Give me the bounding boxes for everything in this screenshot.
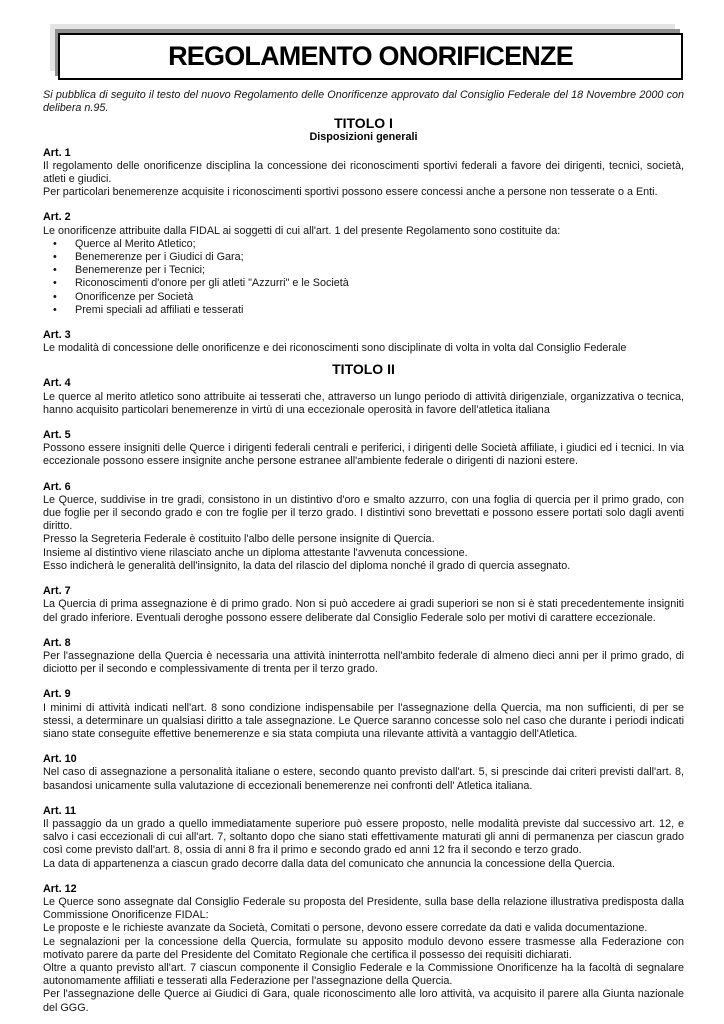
bullet-text: Onorificenze per Società [75,290,194,303]
articles [43,147,684,356]
section-heading: TITOLO I [334,115,393,132]
article-label: Art. 4 [43,377,71,390]
article-label: Art. 9 [43,688,71,701]
bullet-list [43,238,684,317]
article-label: Art. 10 [43,753,77,766]
section [43,115,684,355]
article-paragraph: Le segnalazioni per la concessione della Quercia, formulate su apposito modulo devono essere trasmesse alla Federazione con motivato parere da parte del Presidente del Comitato Regionale che certifica il possesso dei requisiti dichiarati. [43,935,684,961]
bullet-text: Premi speciali ad affiliati e tesserati [75,303,244,316]
bullet-dot-icon: • [53,277,57,290]
article-paragraph: Per l'assegnazione delle Querce ai Giudici di Gara, quale riconoscimento alle loro attività, va acquisito il parere alla Giunta nazionale del GGG. [43,988,684,1014]
article-label: Art. 12 [43,882,77,895]
bullet-text: Benemerenze per i Giudici di Gara; [75,251,244,264]
bullet-item [43,291,684,304]
article-paragraph: Per particolari benemerenze acquisite i riconoscimenti sportivi possono essere concessi anche a persone non tesserate o a Enti. [43,186,658,199]
article-label: Art. 8 [43,636,71,649]
article-paragraph: Insieme al distintivo viene rilasciato anche un diploma attestante l'avvenuta concessione. [43,546,468,559]
article-label: Art. 6 [43,480,71,493]
article-paragraph: Le querce al merito atletico sono attribuite ai tesserati che, attraverso un lungo periodo di attività dirigenziale, organizzativa o tecnica, hanno acquisito particolari benemerenze in virtù di una eccezionale operosità in favore dell'atletica italiana [43,390,684,416]
article-paragraph: I minimi di attività indicati nell'art. 8 sono condizione indispensabile per l'assegnazione della Quercia, ma non sufficienti, di per se stessi, a determinare un qualsiasi diritto a tale assegnazione. Le Querce saranno concesse solo nel caso che durante i periodi indicati siano state conseguite effettive benemerenze e sia stata compiuta una rilevante attività a vantaggio dell'Atletica. [43,701,684,740]
bullet-text: Benemerenze per i Tecnici; [75,264,206,277]
article-paragraph: Le onorificenze attribuite dalla FIDAL ai soggetti di cui all'art. 1 del presente Regolamento sono costituite da: [43,224,561,237]
bullet-text: Querce al Merito Atletico; [75,237,196,250]
article [43,883,684,1015]
article [43,805,684,871]
article-paragraph: Per l'assegnazione della Quercia è necessaria una attività ininterrotta nell'ambito federale di almeno dieci anni per il primo grado, di diciotto per il secondo e complessivamente di trenta per il terzo grado. [43,649,684,676]
bullet-dot-icon: • [53,264,57,277]
article-paragraph: Le proposte e le richieste avanzate da Società, Comitati o persone, devono essere corredate da dati e valida documentazione. [43,922,648,935]
articles [43,377,684,1014]
article-paragraph: Nel caso di assegnazione a personalità italiane o estere, secondo quanto previsto dall'art. 5, si prescinde dai criteri previsti dall'art. 8, basandosi unicamente sulla valutazione di eccezionali benemerenze nei confronti dell' Atletica italiana. [43,766,684,792]
bullet-dot-icon: • [53,237,57,250]
article-label: Art. 3 [43,329,71,342]
article-paragraph: Il passaggio da un grado a quello immediatamente superiore può essere proposto, nelle modalità previste dal successivo art. 12, e salvo i casi eccezionali di cui all'art. 7, soltanto dopo che siano stati effettivamente maturati gli anni di permanenza per ciascun grado così come previsto dall'art. 8, ossia di anni 8 fra il primo e secondo grado ed anni 12 fra il secondo e terzo grado. [43,817,684,857]
article-paragraph: Le Querce, suddivise in tre gradi, consistono in un distintivo d'oro e smalto azzurro, con una foglia di quercia per il primo grado, con due foglie per il secondo grado e con tre foglie per il terzo grado. I distintivi sono brevettati e possono essere portati solo dagli aventi diritto. [43,493,684,533]
article-paragraph: La Quercia di prima assegnazione è di primo grado. Non si può accedere ai gradi superiori se non si è stati precedentemente insigniti del grado inferiore. Eventuali deroghe possono essere deliberate dal Consiglio Federale solo per motivi di carattere eccezionale. [43,598,684,624]
article [43,688,684,741]
article [43,429,684,469]
sections-container [43,115,684,1014]
article [43,377,684,417]
article-paragraph: Oltre a quanto previsto all'art. 7 ciascun componente il Consiglio Federale e la Commissione Onorificenze ha la facoltà di segnalare autonomamente affiliati e tesserati alla Federazione per l'assegnazione della Quercia. [43,961,684,988]
article-label: Art. 11 [43,804,77,817]
article-paragraph: Le modalità di concessione delle onorificenze e dei riconoscimenti sono disciplinate di volta in volta dal Consiglio Federale [43,342,627,355]
section [43,361,684,1014]
article [43,585,684,625]
article-paragraph: La data di appartenenza a ciascun grado decorre dalla data del comunicato che annuncia la concessione della Quercia. [43,857,616,870]
article-label: Art. 7 [43,585,71,598]
intro-paragraph: Si pubblica di seguito il testo del nuovo Regolamento delle Onorificenze approvato dal Consiglio Federale del 18 Novembre 2000 con delibera n.95. [43,89,684,115]
article-paragraph: Presso la Segreteria Federale è costituito l'albo delle persone insignite di Quercia. [43,533,435,546]
article [43,211,684,317]
article-label: Art. 1 [43,146,71,159]
section-subheading: Disposizioni generali [309,131,418,144]
article-label: Art. 2 [43,211,71,224]
title-box [58,33,683,80]
article-label: Art. 5 [43,429,71,442]
article-paragraph: Esso indicherà le generalità dell'insignito, la data del rilascio del diploma nonché il grado di quercia assegnato. [43,559,571,572]
article [43,147,684,200]
bullet-dot-icon: • [53,303,57,316]
bullet-dot-icon: • [53,290,57,303]
bullet-item [43,304,684,317]
bullet-item [43,251,684,264]
bullet-item [43,264,684,277]
page-title: REGOLAMENTO ONORIFICENZE [168,41,573,71]
section-heading: TITOLO II [332,361,395,378]
article [43,329,684,355]
article [43,637,684,677]
bullet-dot-icon: • [53,251,57,264]
article-paragraph: Le Querce sono assegnate dal Consiglio Federale su proposta del Presidente, sulla base della relazione illustrativa predisposta dalla Commissione Onorificenze FIDAL: [43,895,684,922]
article-paragraph: Possono essere insigniti delle Querce i dirigenti federali centrali e periferici, i dirigenti delle Società affiliate, i giudici ed i tecnici. In via eccezionale possono essere insignite anche persone estranee all'ambiente federale o dirigenti di nazioni estere. [43,442,684,468]
bullet-item [43,238,684,251]
article [43,753,684,793]
bullet-text: Riconoscimenti d'onore per gli atleti "Azzurri" e le Società [75,277,349,290]
article [43,481,684,573]
bullet-item [43,277,684,290]
article-paragraph: Il regolamento delle onorificenze disciplina la concessione dei riconoscimenti sportivi federali a favore dei dirigenti, tecnici, società, atleti e giudici. [43,159,684,186]
